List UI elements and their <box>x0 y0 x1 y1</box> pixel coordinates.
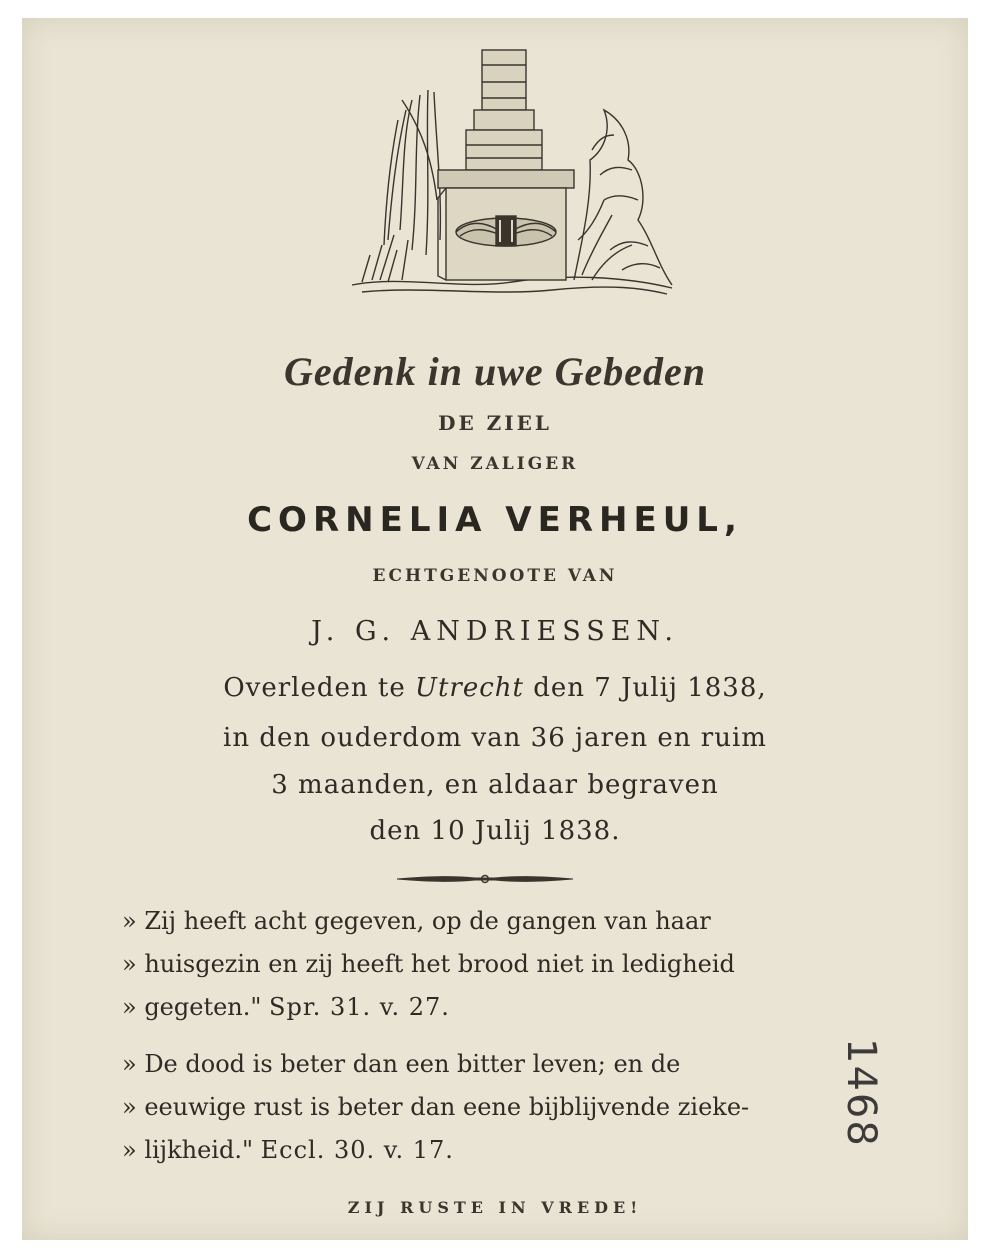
age-line-1: in den ouderdom van 36 jaren en ruim <box>223 723 767 753</box>
closing-line: ZIJ RUSTE IN VREDE! <box>347 1198 643 1217</box>
line-de-ziel: DE ZIEL <box>438 411 552 435</box>
prayer-card <box>22 18 968 1240</box>
line-echtgenoote: ECHTGENOOTE VAN <box>372 566 618 586</box>
heading: Gedenk in uwe Gebeden <box>283 349 707 394</box>
death-suffix: den 7 Julij 1838, <box>523 673 767 703</box>
quote-1-line-3 <box>122 986 872 1029</box>
death-place: Utrecht <box>415 673 524 703</box>
age-line-2: 3 maanden, en aldaar begraven <box>271 770 719 800</box>
burial-line: den 10 Julij 1838. <box>369 816 621 846</box>
quote-1-line-1: » Zij heeft acht gegeven, op de gangen van haar <box>122 907 711 935</box>
death-line <box>22 673 968 703</box>
deceased-name: CORNELIA VERHEUL, <box>247 500 743 540</box>
quote-2 <box>122 1043 872 1172</box>
quote-1-reference: Spr. 31. v. 27. <box>269 993 450 1021</box>
monument-engraving <box>342 40 682 300</box>
quote-2-line-3 <box>122 1129 872 1172</box>
line-van-zaliger: VAN ZALIGER <box>411 454 579 474</box>
quote-2-line-3-text: » lijkheid." <box>122 1136 261 1164</box>
quote-2-line-1: » De dood is beter dan een bitter leven; en de <box>122 1050 681 1078</box>
ornamental-divider <box>395 871 575 887</box>
quote-1-line-2: » huisgezin en zij heeft het brood niet in ledigheid <box>122 950 735 978</box>
husband-name: J. G. ANDRIESSEN. <box>311 616 679 647</box>
quote-2-line-2: » eeuwige rust is beter dan eene bijblijvende zieke- <box>122 1093 750 1121</box>
quote-2-reference: Eccl. 30. v. 17. <box>260 1136 454 1164</box>
catalog-number: 1468 <box>838 1038 884 1148</box>
quote-1-line-3-text: » gegeten." <box>122 993 270 1021</box>
quote-1 <box>122 900 872 1029</box>
death-prefix: Overleden te <box>223 673 416 703</box>
